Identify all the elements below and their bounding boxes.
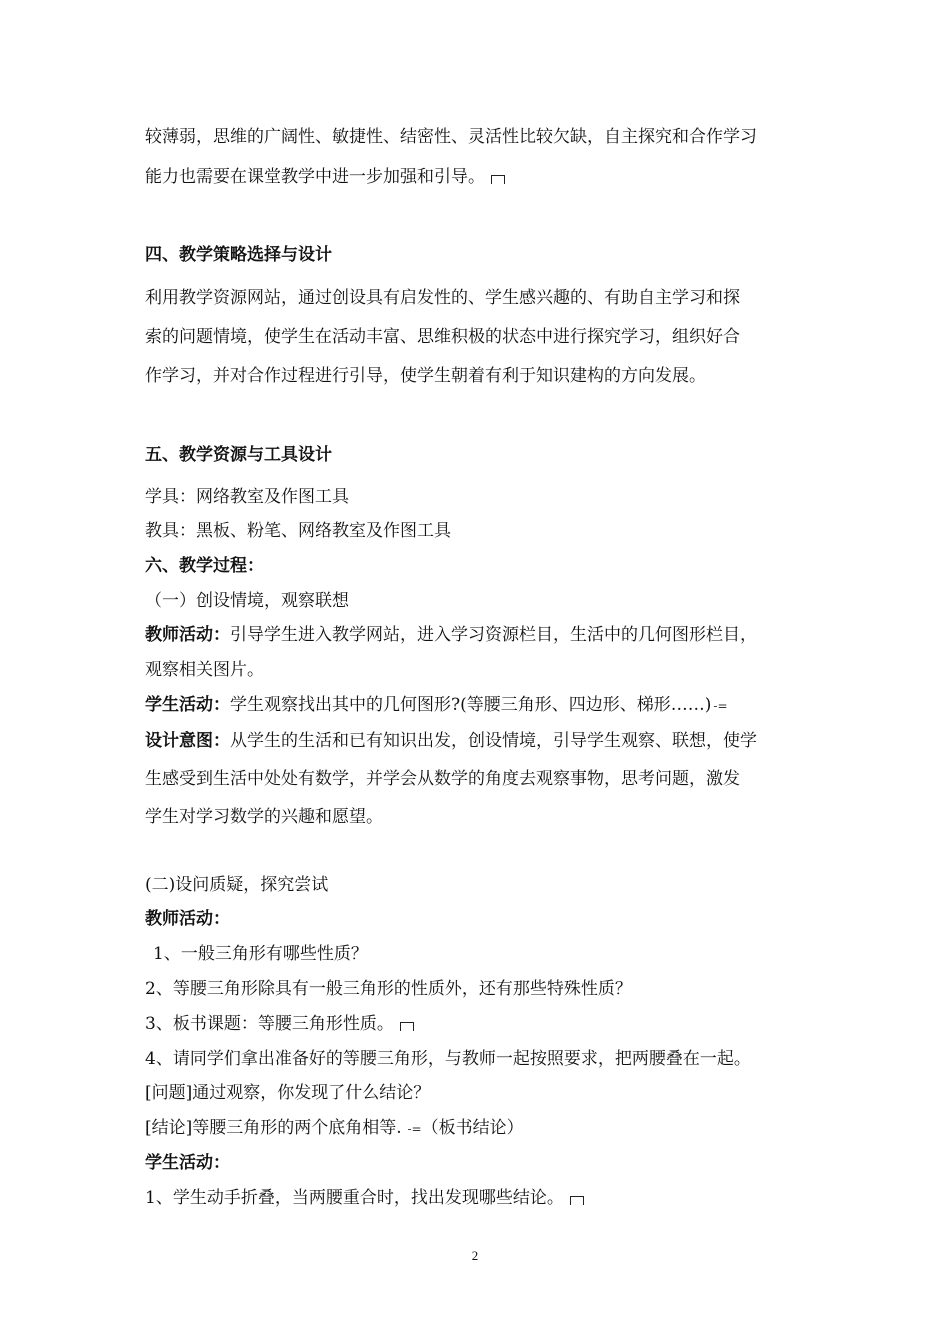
sub-heading: （一）创设情境，观察联想 bbox=[145, 591, 349, 611]
paragraph-mark-icon bbox=[400, 1022, 414, 1031]
paragraph-line: [问题]通过观察，你发现了什么结论？ bbox=[145, 1083, 431, 1103]
list-item: 2、等腰三角形除具有一般三角形的性质外，还有那些特殊性质？ bbox=[145, 979, 632, 999]
paragraph-line: 作学习，并对合作过程进行引导，使学生朝着有利于知识建构的方向发展。 bbox=[145, 366, 706, 386]
list-item: 4、请同学们拿出准备好的等腰三角形，与教师一起按照要求，把两腰叠在一起。 bbox=[145, 1049, 751, 1069]
teacher-activity-label: 教师活动： bbox=[145, 909, 230, 929]
paragraph-line: 能力也需要在课堂教学中进一步加强和引导。 bbox=[145, 166, 815, 188]
paragraph-line: 生感受到生活中处处有数学，并学会从数学的角度去观察事物，思考问题，激发 bbox=[145, 769, 740, 789]
page-number: 2 bbox=[471, 1248, 479, 1263]
paragraph-line: 教师活动：引导学生进入教学网站，进入学习资源栏目，生活中的几何图形栏目， bbox=[145, 625, 757, 645]
paragraph-line: 学生对学习数学的兴趣和愿望。 bbox=[145, 807, 383, 827]
section-heading: 五、教学资源与工具设计 bbox=[145, 445, 332, 465]
list-item: 1、一般三角形有哪些性质？ bbox=[153, 944, 368, 964]
sub-heading: (二)设问质疑，探究尝试 bbox=[145, 875, 329, 895]
paragraph-line: 观察相关图片。 bbox=[145, 660, 264, 680]
list-item: 1、学生动手折叠，当两腰重合时，找出发现哪些结论。 bbox=[145, 1187, 815, 1209]
paragraph-mark-icon bbox=[491, 175, 505, 184]
paragraph-line: 较薄弱，思维的广阔性、敏捷性、结密性、灵活性比较欠缺，自主探究和合作学习 bbox=[145, 127, 757, 147]
student-activity-label: 学生活动： bbox=[145, 1153, 230, 1173]
section-heading: 四、教学策略选择与设计 bbox=[145, 245, 332, 265]
section-heading: 六、教学过程： bbox=[145, 556, 264, 576]
teacher-activity-label: 教师活动： bbox=[145, 625, 230, 645]
paragraph-line: 学生活动：学生观察找出其中的几何图形?(等腰三角形、四边形、梯形……) -= bbox=[145, 695, 728, 715]
paragraph-mark-icon bbox=[570, 1196, 584, 1205]
student-activity-label: 学生活动： bbox=[145, 695, 230, 715]
paragraph-line: 学具：网络教室及作图工具 bbox=[145, 487, 349, 507]
paragraph-line: 设计意图：从学生的生活和已有知识出发，创设情境，引导学生观察、联想，使学 bbox=[145, 731, 757, 751]
paragraph-line: 教具：黑板、粉笔、网络教室及作图工具 bbox=[145, 521, 451, 541]
paragraph-line: 索的问题情境，使学生在活动丰富、思维积极的状态中进行探究学习，组织好合 bbox=[145, 327, 740, 347]
paragraph-line: [结论]等腰三角形的两个底角相等. -=（板书结论） bbox=[145, 1118, 524, 1138]
paragraph-mark-icon: -= bbox=[403, 1122, 422, 1136]
list-item: 3、板书课题：等腰三角形性质。 bbox=[145, 1013, 815, 1035]
design-intent-label: 设计意图： bbox=[145, 731, 230, 751]
paragraph-mark-icon: -= bbox=[713, 699, 728, 713]
paragraph-line: 利用教学资源网站，通过创设具有启发性的、学生感兴趣的、有助自主学习和探 bbox=[145, 288, 740, 308]
